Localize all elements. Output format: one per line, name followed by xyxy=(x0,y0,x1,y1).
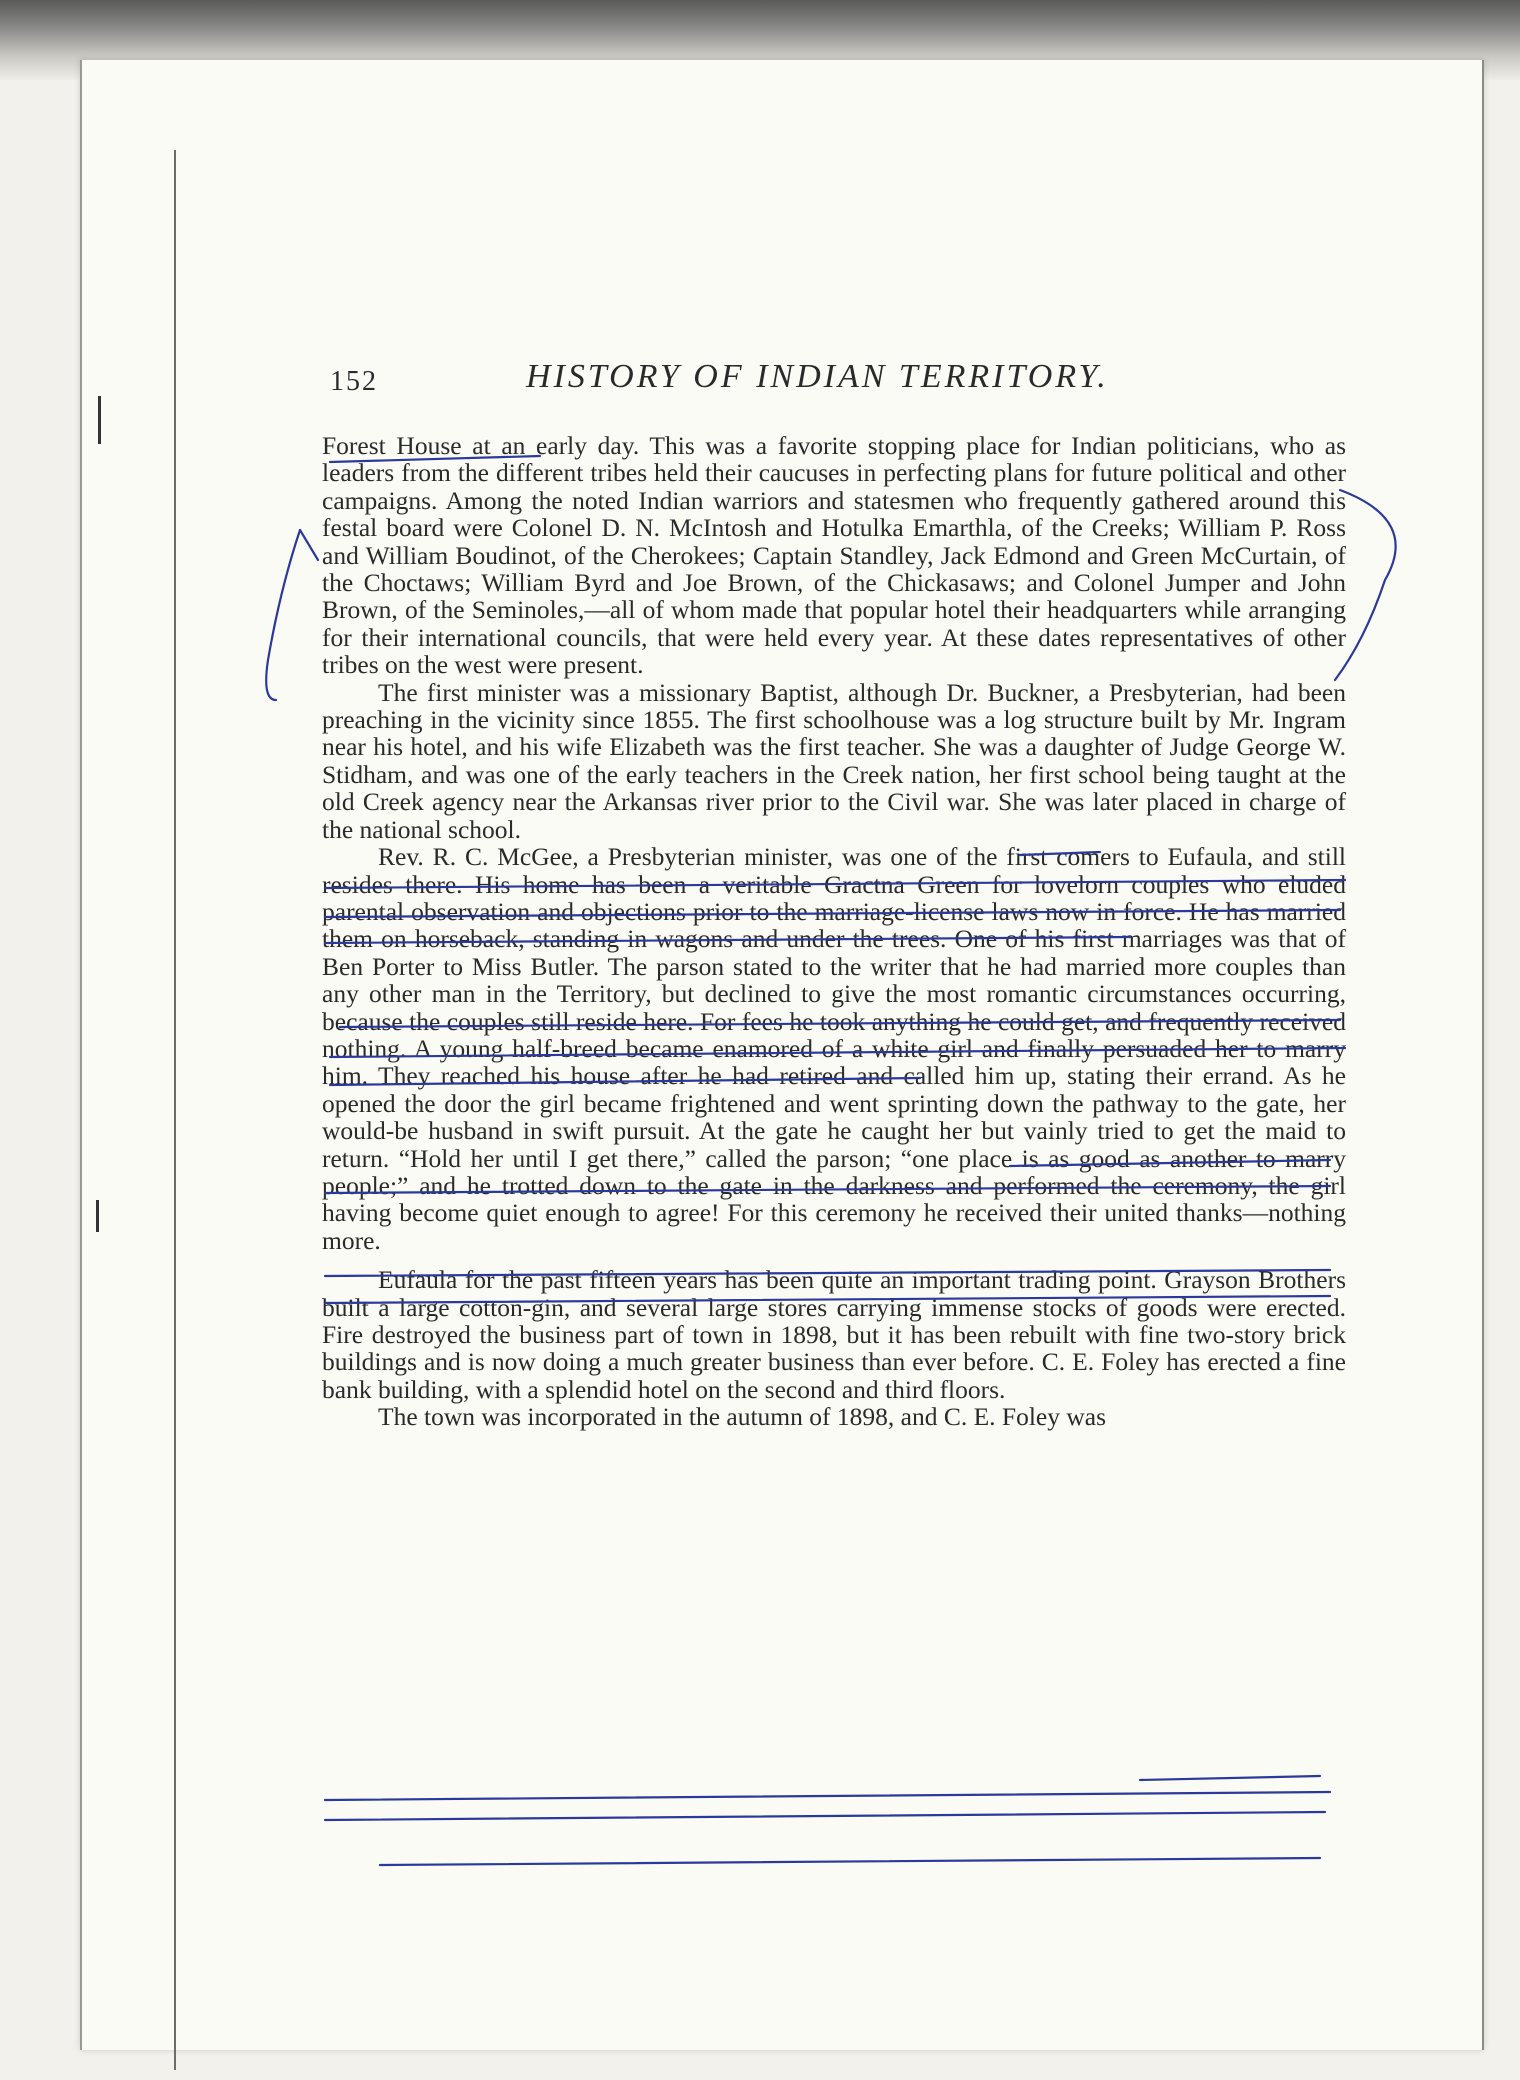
paragraph-first-minister: The first minister was a missionary Baptist, although Dr. Buckner, a Presbyterian, had been preaching in the vicinity since 1855. The first schoolhouse was a log structure built by Mr. Ingram near his hotel, and his wife Elizabeth was the first teacher. She was a daughter of Judge George W. Stidham, and was one of the early teachers in the Creek nation, her first school being taught at the old Creek agency near the Arkansas river prior to the Civil war. She was later placed in charge of the national school. xyxy=(322,677,1346,844)
page-text xyxy=(322,432,1346,1431)
margin-mark-2 xyxy=(96,1200,99,1232)
paragraph-rev-mcgee: Rev. R. C. McGee, a Presbyterian minister, was one of the first comers to Eufaula, and still resides there. His home has been a veritable Gractna Green for lovelorn couples who eluded parental observation and objections prior to the marriage-license laws now in force. He has married them on horseback, standing in wagons and under the trees. One of his first marriages was that of Ben Porter to Miss Butler. The parson stated to the writer that he had married more couples than any other man in the Territory, but declined to give the most romantic circumstances occurring, because the couples still reside here. For fees he took anything he could get, and frequently received nothing. A young half-breed became enamored of a white girl and finally persuaded her to marry him. They reached his house after he had retired and called him up, stating their errand. As he opened the door the girl became frightened and went sprinting down the pathway to the gate, her would-be husband in swift pursuit. At the gate he caught her but vainly tried to get the maid to return. “Hold her until I get there,” called the parson; “one place is as good as another to marry people;” and he trotted down to the gate in the darkness and performed the ceremony, the girl having become quiet enough to agree! For this ceremony he received their united thanks—nothing more. xyxy=(322,842,1346,1255)
page-edge-line xyxy=(174,150,176,2070)
paragraph-eufaula-trading: Eufaula for the past fifteen years has been quite an important trading point. Grayson Brothers built a large cotton-gin, and several large stores carrying immense stocks of goods were erected. Fire destroyed the business part of town in 1898, but it has been rebuilt with fine two-story brick buildings and is now doing a much greater business than ever before. C. E. Foley has erected a fine bank building, with a splendid hotel on the second and third floors. xyxy=(322,1265,1346,1404)
margin-mark-1 xyxy=(98,396,101,444)
page-header xyxy=(330,358,1330,408)
paragraph-forest-house: Forest House at an early day. This was a favorite stopping place for Indian politicians, who as leaders from the different tribes held their caucuses in perfecting plans for future political and other campaigns. Among the noted Indian warriors and statesmen who frequently gathered around this festal board were Colonel D. N. McIntosh and Hotulka Emarthla, of the Creeks; William P. Ross and William Boudinot, of the Cherokees; Captain Standley, Jack Edmond and Green McCurtain, of the Choctaws; William Byrd and Joe Brown, of the Chickasaws; and Colonel Jumper and John Brown, of the Seminoles,—all of whom made that popular hotel their headquarters while arranging for their international councils, that were held every year. At these dates representatives of other tribes on the west were present. xyxy=(322,431,1346,680)
running-title: HISTORY OF INDIAN TERRITORY. xyxy=(526,358,1109,395)
paragraph-incorporation: The town was incorporated in the autumn of 1898, and C. E. Foley was xyxy=(378,1402,1107,1432)
page-number: 152 xyxy=(330,366,378,397)
